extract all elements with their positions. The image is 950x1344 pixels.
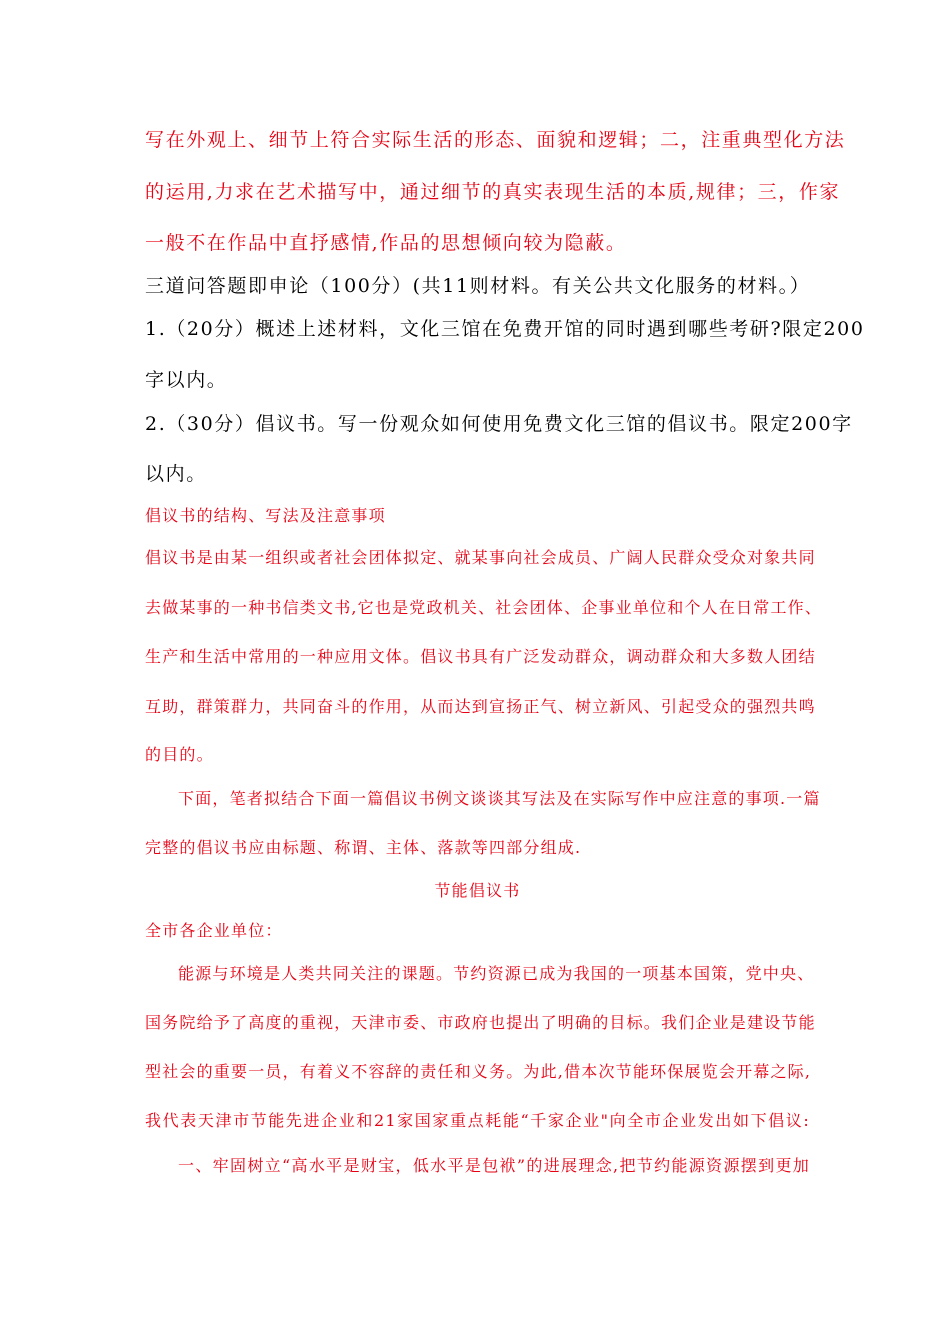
question-2-line-2: 以内。 bbox=[145, 463, 207, 485]
guide-title: 倡议书的结构、写法及注意事项 bbox=[145, 506, 386, 525]
guide-para-2-line-1: 下面，笔者拟结合下面一篇倡议书例文谈谈其写法及在实际写作中应注意的事项.一篇 bbox=[178, 789, 821, 808]
sample-para-1-line-4: 我代表天津市节能先进企业和21家国家重点耗能“千家企业"向全市企业发出如下倡议: bbox=[145, 1111, 810, 1130]
section-heading: 三道问答题即申论（100分）(共11则材料。有关公共文化服务的材料。） bbox=[145, 275, 811, 297]
guide-para-1-line-3: 生产和生活中常用的一种应用文体。倡议书具有广泛发动群众，调动群众和大多数人团结 bbox=[145, 647, 816, 666]
intro-line-2: 的运用,力求在艺术描写中，通过细节的真实表现生活的本质,规律；三，作家 bbox=[145, 181, 841, 203]
question-1-line-1: 1.（20分）概述上述材料，文化三馆在免费开馆的同时遇到哪些考研?限定200 bbox=[145, 318, 865, 340]
intro-line-1: 写在外观上、细节上符合实际生活的形态、面貌和逻辑；二，注重典型化方法 bbox=[145, 129, 846, 151]
sample-para-2-line-1: 一、牢固树立“高水平是财宝，低水平是包袱”的进展理念,把节约能源资源摆到更加 bbox=[178, 1156, 810, 1175]
guide-para-1-line-1: 倡议书是由某一组织或者社会团体拟定、就某事向社会成员、广阔人民群众受众对象共同 bbox=[145, 548, 816, 567]
sample-title: 节能倡议书 bbox=[434, 881, 521, 900]
question-2-line-1: 2.（30分）倡议书。写一份观众如何使用免费文化三馆的倡议书。限定200字 bbox=[145, 413, 853, 435]
question-1-line-2: 字以内。 bbox=[145, 369, 228, 391]
salutation: 全市各企业单位： bbox=[145, 921, 283, 940]
intro-line-3: 一般不在作品中直抒感情,作品的思想倾向较为隐蔽。 bbox=[145, 232, 627, 254]
guide-para-1-line-2: 去做某事的一种书信类文书,它也是党政机关、社会团体、企事业单位和个人在日常工作、 bbox=[145, 598, 823, 617]
sample-para-1-line-1: 能源与环境是人类共同关注的课题。节约资源已成为我国的一项基本国策，党中央、 bbox=[178, 964, 815, 983]
sample-para-1-line-3: 型社会的重要一员，有着义不容辞的责任和义务。为此,借本次节能环保展览会开幕之际, bbox=[145, 1062, 812, 1081]
guide-para-1-line-5: 的目的。 bbox=[145, 745, 214, 764]
guide-para-1-line-4: 互助，群策群力，共同奋斗的作用，从而达到宣扬正气、树立新风、引起受众的强烈共鸣 bbox=[145, 697, 816, 716]
guide-para-2-line-2: 完整的倡议书应由标题、称谓、主体、落款等四部分组成. bbox=[145, 838, 582, 857]
sample-para-1-line-2: 国务院给予了高度的重视，天津市委、市政府也提出了明确的目标。我们企业是建设节能 bbox=[145, 1013, 816, 1032]
